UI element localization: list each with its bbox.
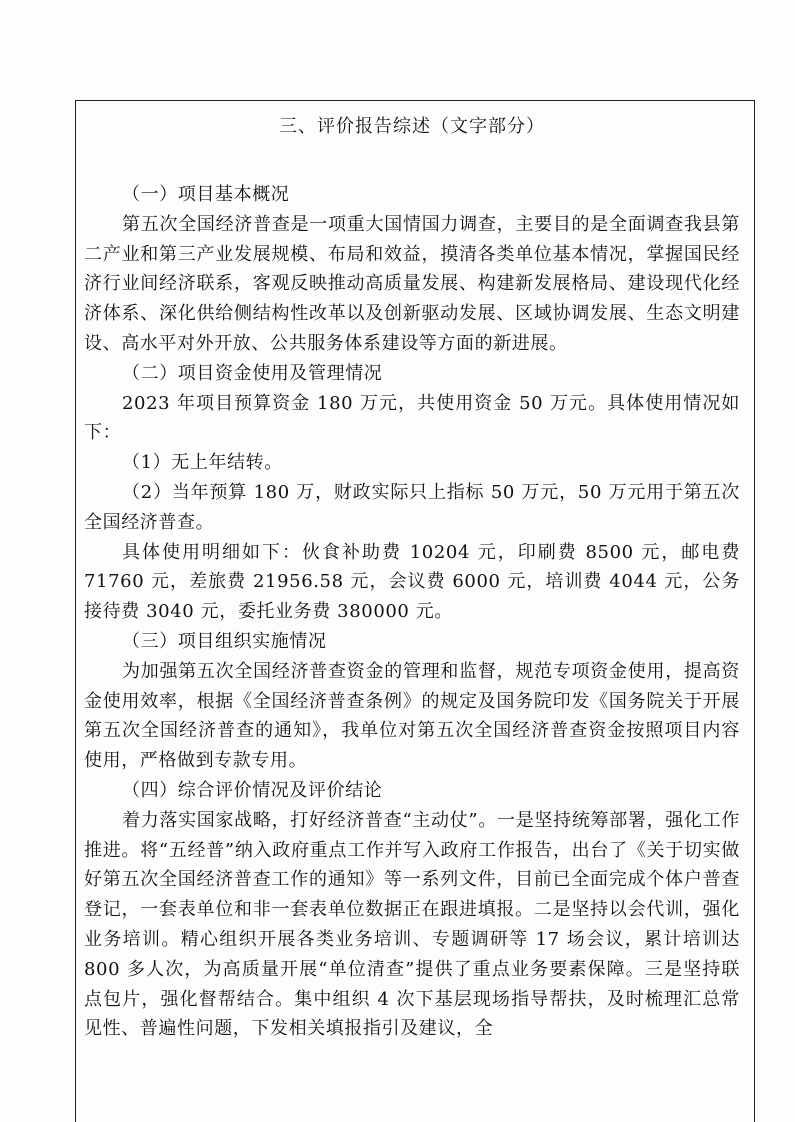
section-heading-3: （三）项目组织实施情况 (122, 630, 327, 652)
budget-item-2: （2）当年预算 180 万，财政实际只上指标 50 万元，50 万元用于第五次全国经济普查。 (84, 481, 740, 533)
report-content (84, 112, 740, 1044)
section-paragraph-1: 第五次全国经济普查是一项重大国情国力调查，主要目的是全面调查我县第二产业和第三产业发展规模、布局和效益，摸清各类单位基本情况，掌握国民经济行业间经济联系，客观反映推动高质量发展、构建新发展格局、建设现代化经济体系、深化供给侧结构性改革以及创新驱动发展、区域协调发展、生态文明建设、高水平对外开放、公共服务体系建设等方面的新进展。 (84, 213, 740, 354)
budget-summary: 2023 年项目预算资金 180 万元，共使用资金 50 万元。具体使用情况如下： (84, 392, 740, 444)
section-paragraph-4: 着力落实国家战略，打好经济普查“主动仗”。一是坚持统筹部署，强化工作推进。将“五经普”纳入政府重点工作并写入政府工作报告，出台了《关于切实做好第五次全国经济普查工作的通知》等一系列文件，目前已全面完成个体户普查登记，一套表单位和非一套表单位数据正在跟进填报。二是坚持以会代训，强化业务培训。精心组织开展各类业务培训、专题调研等 17 场会议，累计培训达 800 多人次，为高质量开展“单位清查”提供了重点业务要素保障。三是坚持联点包片，强化督帮结合。集中组织 4 次下基层现场指导帮扶，及时梳理汇总常见性、普遍性问题，下发相关填报指引及建议，全 (84, 809, 740, 1040)
section-heading-1: （一）项目基本概况 (122, 184, 290, 205)
budget-item-1: （1）无上年结转。 (122, 452, 283, 474)
expense-detail: 具体使用明细如下：伙食补助费 10204 元，印刷费 8500 元，邮电费 71760 元，差旅费 21956.58 元，会议费 6000 元，培训费 4044 元，公务接待费 3040 元，委托业务费 380000 元。 (84, 541, 740, 623)
section-paragraph-3: 为加强第五次全国经济普查资金的管理和监督，规范专项资金使用，提高资金使用效率，根据《全国经济普查条例》的规定及国务院印发《国务院关于开展第五次全国经济普查的通知》，我单位对第五次全国经济普查资金按照项目内容使用，严格做到专款专用。 (84, 660, 740, 772)
section-title: 三、评价报告综述（文字部分） (279, 116, 545, 137)
section-heading-2: （二）项目资金使用及管理情况 (122, 362, 383, 384)
section-heading-4: （四）综合评价情况及评价结论 (122, 779, 383, 801)
